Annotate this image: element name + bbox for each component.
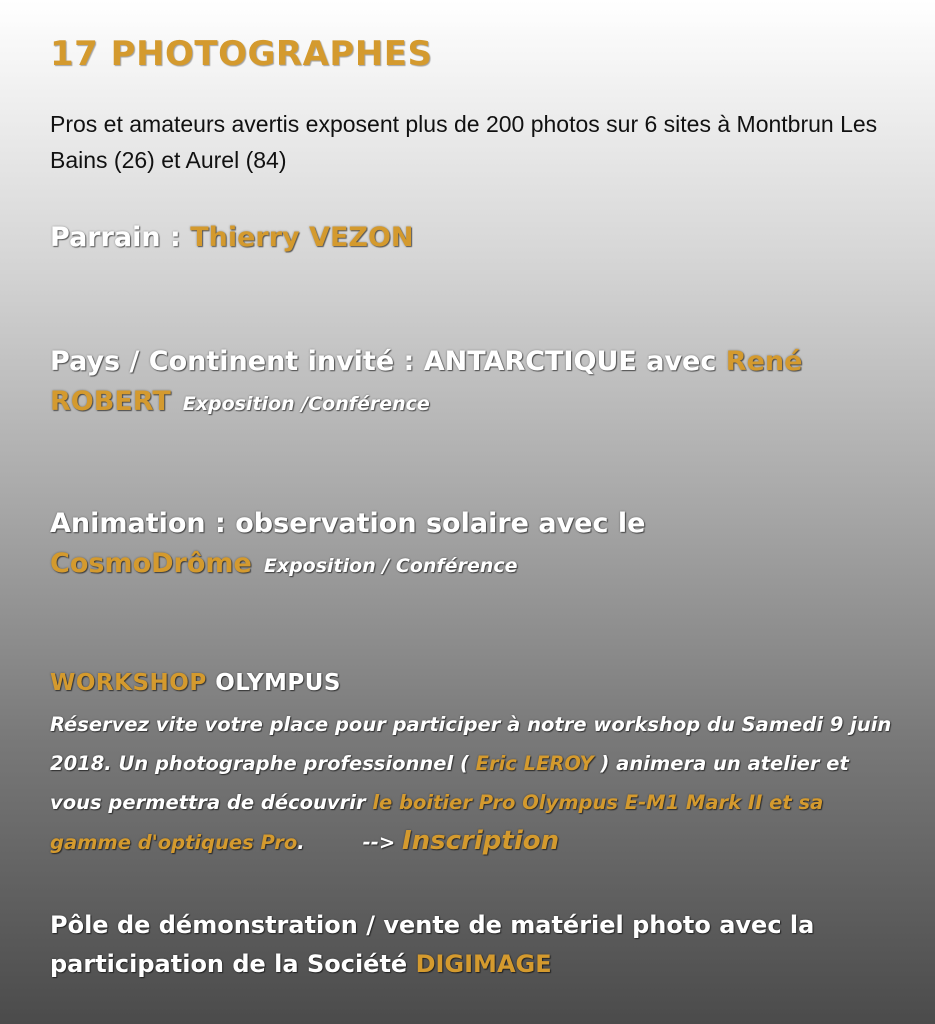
workshop-text-2: ) animera un atelier et vous permettra de découvrir — [50, 752, 849, 814]
parrain-line — [50, 222, 895, 253]
pays-note: Exposition /Conférence — [182, 393, 430, 415]
pays-label: Pays / Continent invité : ANTARCTIQUE avec — [50, 346, 726, 377]
inscription-link[interactable]: Inscription — [401, 826, 560, 856]
workshop-text-1: Réservez vite votre place pour participer à notre workshop du Samedi 9 juin 2018. Un photographe professionnel ( — [50, 713, 892, 775]
workshop-title-gold: WORKSHOP — [50, 670, 207, 696]
animation-partner: CosmoDrôme — [50, 548, 252, 579]
arrow-text: --> — [362, 831, 402, 854]
workshop-title-white: OLYMPUS — [206, 670, 341, 696]
parrain-name: Thierry VEZON — [190, 222, 414, 253]
animation-note: Exposition / Conférence — [263, 555, 518, 577]
pays-invite-section — [50, 342, 895, 424]
pole-demonstration-section — [50, 906, 895, 984]
pole-text: Pôle de démonstration / vente de matériel photo avec la participation de la Société — [50, 911, 815, 978]
animation-label: Animation : observation solaire avec le — [50, 508, 646, 539]
parrain-label: Parrain : — [50, 222, 191, 253]
workshop-text-3: . — [297, 831, 305, 854]
workshop-description — [50, 705, 895, 862]
workshop-photographer-link[interactable]: Eric LEROY — [475, 752, 594, 775]
pole-company: DIGIMAGE — [415, 950, 552, 978]
intro-text: Pros et amateurs avertis exposent plus de 200 photos sur 6 sites à Montbrun Les Bains (26) et Aurel (84) — [50, 111, 878, 173]
animation-section — [50, 504, 895, 586]
workshop-title — [50, 670, 895, 696]
workshop-product-link[interactable]: le boitier Pro Olympus E-M1 Mark II et sa gamme d'optiques Pro — [50, 791, 824, 854]
page-title: 17 PHOTOGRAPHES — [50, 34, 433, 74]
pays-guest-name: René ROBERT — [50, 346, 803, 417]
